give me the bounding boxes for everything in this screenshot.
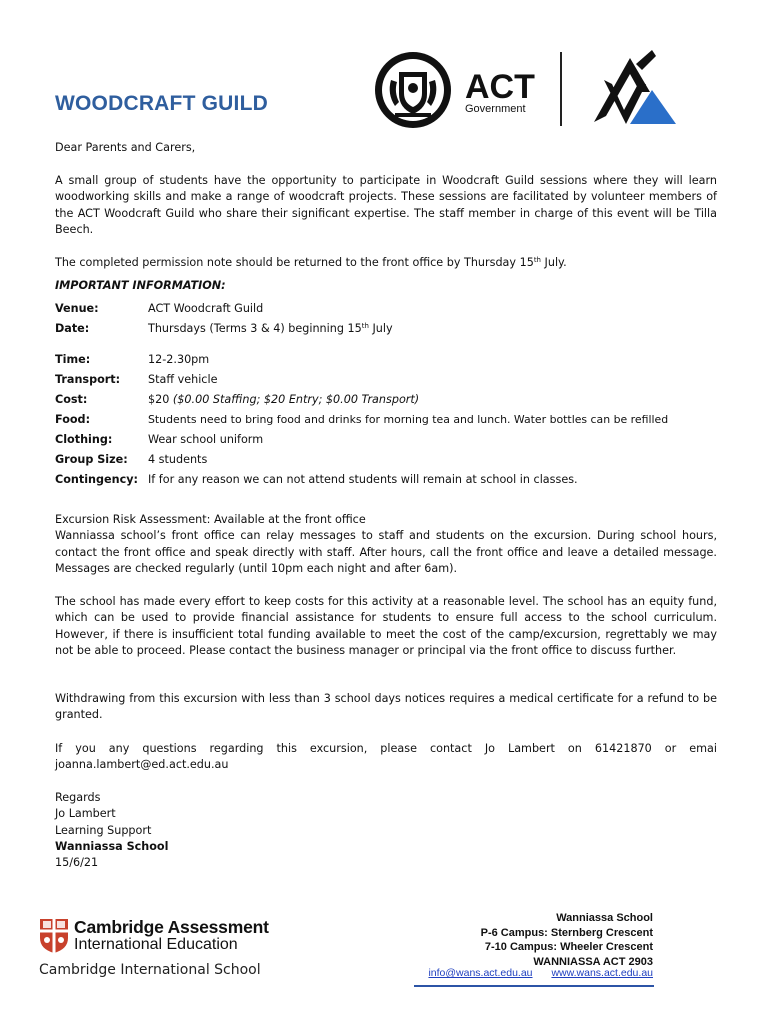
signoff-role: Learning Support: [55, 823, 152, 837]
footer-rule: [414, 985, 654, 987]
act-government-logo: [373, 50, 563, 130]
signoff: [55, 790, 717, 871]
footer-links: [412, 967, 653, 979]
school-address: [481, 911, 653, 969]
salutation: Dear Parents and Carers,: [55, 141, 196, 154]
risk-assessment-line: Excursion Risk Assessment: Available at the front office: [55, 513, 366, 526]
logo-divider: [560, 52, 562, 126]
footer-campus1: P-6 Campus: Sternberg Crescent: [480, 926, 653, 939]
svg-text:Government: Government: [465, 103, 526, 115]
equity-paragraph: The school has made every effort to keep costs for this activity at a reasonable level. The school has an equity fund, which can be used to provide financial assistance for students to ensure full access to the school curriculum. However, if there is insufficient total funding available to meet the cost of the camp/excursion, regrettably we may not be able to proceed. Please contact the business manager or principal via the front office to discuss further.: [55, 595, 717, 657]
wanniassa-w-icon: [590, 50, 678, 130]
contact-paragraph: Wanniassa school’s front office can relay messages to staff and students on the excursion. During school hours, contact the front office and speak directly with staff. After hours, call the front office and leave a detailed message. Messages are checked regularly (until 10pm each night and after 6am).: [55, 529, 717, 575]
footer-school-name: Wanniassa School: [556, 912, 653, 924]
footer-email-link[interactable]: info@wans.act.edu.au: [428, 967, 533, 979]
signoff-school: Wanniassa School: [55, 839, 169, 853]
footer-locality: WANNIASSA ACT 2903: [533, 955, 653, 968]
important-heading: IMPORTANT INFORMATION:: [55, 279, 226, 292]
cambridge-shield-icon: [39, 918, 69, 954]
signoff-date: 15/6/21: [55, 856, 99, 870]
cambridge-line2: International Education: [74, 936, 238, 953]
page-title: WOODCRAFT GUILD: [55, 92, 268, 115]
act-seal-icon: [373, 50, 563, 130]
return-note: The completed permission note should be returned to the front office by Thursday 15th July.: [55, 256, 567, 269]
signoff-name: Jo Lambert: [55, 807, 116, 821]
footer-website-link[interactable]: www.wans.act.edu.au: [551, 967, 653, 979]
cambridge-line1: Cambridge Assessment: [74, 917, 269, 937]
svg-text:ACT: ACT: [465, 68, 535, 106]
contact-section: [55, 512, 717, 577]
withdraw-paragraph: Withdrawing from this excursion with less than 3 school days notices requires a medical certificate for a refund to be granted.: [55, 692, 717, 722]
signoff-regards: Regards: [55, 791, 101, 804]
cambridge-line3: Cambridge International School: [39, 962, 261, 978]
intro-paragraph: A small group of students have the opportunity to participate in Woodcraft Guild sessions where they will learn woodworking skills and make a range of woodcraft projects. These sessions are facilitated by volunteer members of the ACT Woodcraft Guild who share their significant expertise. The staff member in charge of this event will be Tilla Beech.: [55, 174, 717, 236]
questions-paragraph: If you any questions regarding this excursion, please contact Jo Lambert on 61421870 or emai joanna.lambert@ed.act.edu.au: [55, 742, 717, 772]
wanniassa-school-logo: [590, 50, 678, 130]
footer-campus2: 7-10 Campus: Wheeler Crescent: [484, 941, 653, 954]
